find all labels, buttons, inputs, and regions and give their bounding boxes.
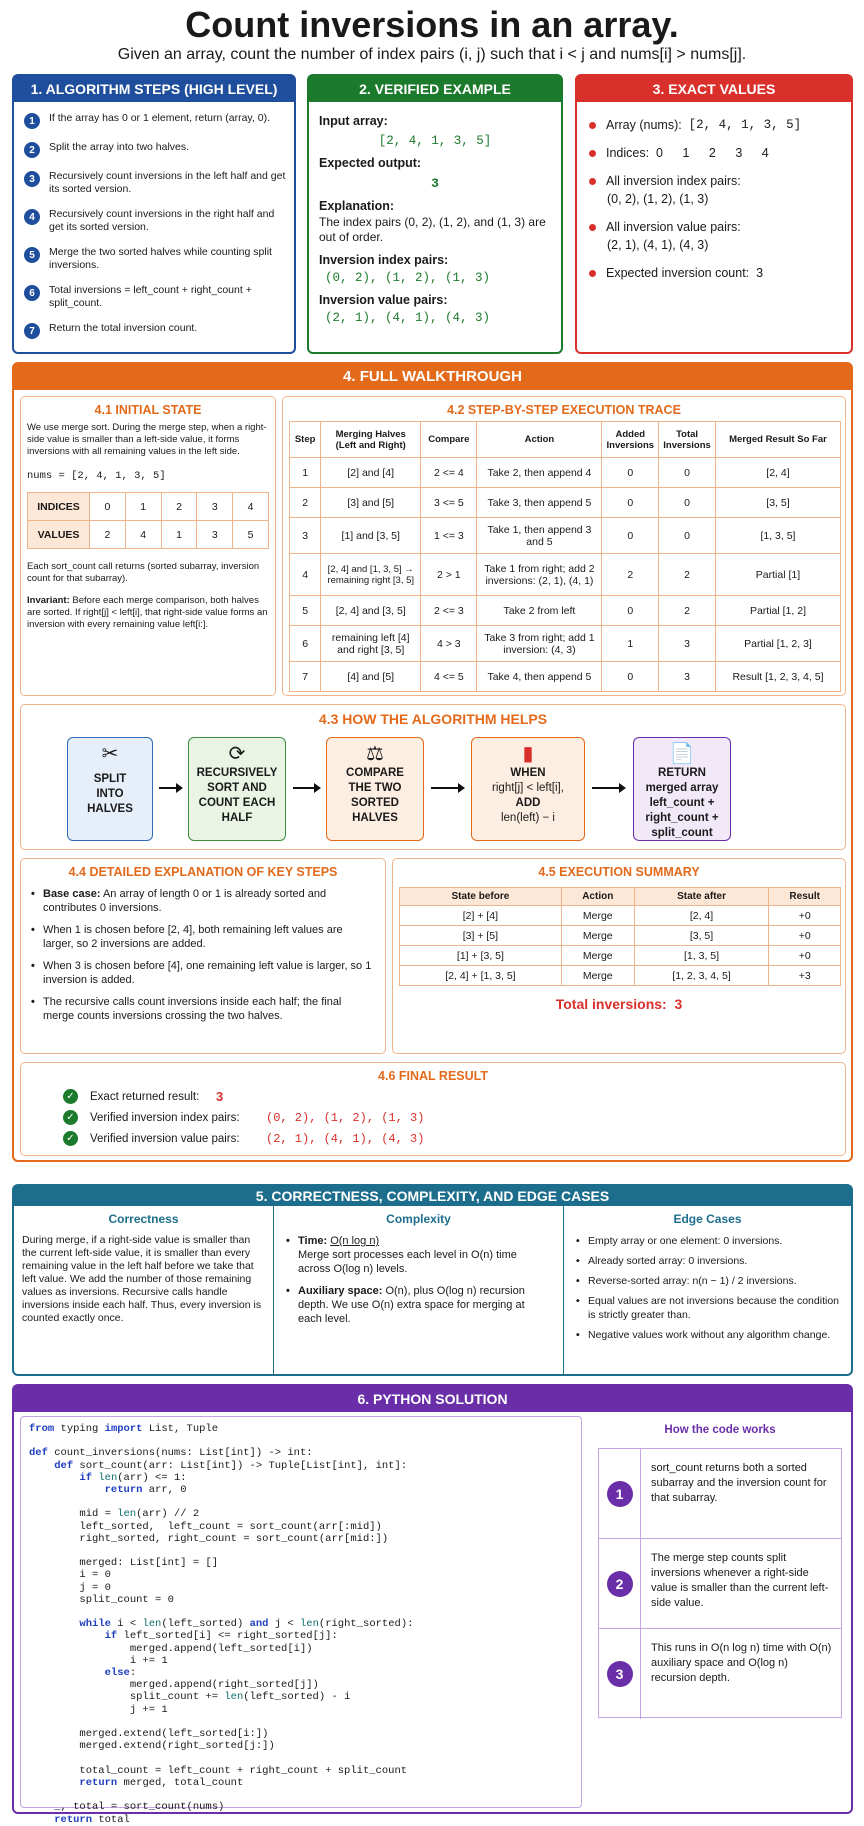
trace-row: [290, 596, 841, 626]
trace-cell: 4 > 3: [421, 626, 477, 662]
code-line: merged: List[int] = []: [29, 1557, 219, 1570]
edge-case-item: • Reverse-sorted array: n(n − 1) / 2 inversions.: [576, 1275, 797, 1287]
note-text: sort_count returns both a sorted subarray and the inversion count for that subarray.: [651, 1462, 827, 1504]
correctness-header: 5. CORRECTNESS, COMPLEXITY, AND EDGE CASES: [14, 1186, 851, 1206]
flow-arrow: [431, 787, 463, 789]
execution-trace-header: 4.2 STEP-BY-STEP EXECUTION TRACE: [447, 403, 681, 417]
step-text: Recursively count inversions in the right half and get its sorted version.: [49, 208, 275, 233]
code-line: j += 1: [29, 1703, 168, 1716]
input-value: [2, 4, 1, 3, 5]: [378, 134, 492, 148]
trace-cell: 3: [659, 626, 716, 662]
summary-col-header: Result: [769, 888, 841, 906]
value-pairs-row: All inversion value pairs:: [589, 220, 841, 234]
trace-cell: [4] and [5]: [321, 662, 421, 692]
summary-cell: +3: [769, 966, 841, 986]
summary-cell: +0: [769, 946, 841, 966]
summary-cell: [2, 4]: [634, 906, 769, 926]
summary-col-header: State after: [634, 888, 769, 906]
trace-cell: 2: [659, 554, 716, 596]
index-cell: 0: [90, 493, 126, 521]
step-text: Split the array into two halves.: [49, 141, 190, 153]
code-line: merged.append(right_sorted[j]): [29, 1679, 319, 1692]
trace-cell: [1, 3, 5]: [715, 518, 840, 554]
summary-cell: +0: [769, 926, 841, 946]
result-row: ✓ Verified inversion index pairs: (0, 2), (1, 2), (1, 3): [63, 1110, 845, 1125]
code-line: while i < len(left_sorted) and j < len(right_sorted):: [79, 1618, 414, 1631]
trace-cell: 0: [602, 518, 659, 554]
time-item: • Time: O(n log n) Merge sort processes each level in O(n) time across O(log n) levels.: [286, 1235, 517, 1275]
code-line: split_count = 0: [29, 1593, 174, 1606]
trace-cell: 6: [290, 626, 321, 662]
trace-row: [290, 662, 841, 692]
refresh-icon: ⟳: [228, 743, 246, 765]
step-text: If the array has 0 or 1 element, return (array, 0).: [49, 112, 270, 124]
edge-case-item: • Already sorted array: 0 inversions.: [576, 1255, 748, 1267]
trace-cell: 1: [602, 626, 659, 662]
code-block: [29, 1423, 573, 1826]
trace-cell: 0: [602, 662, 659, 692]
explanation-label: Explanation:: [319, 199, 395, 213]
initial-state-panel: [20, 396, 276, 696]
compare-halves-box: ⚖ COMPARE THE TWO SORTED HALVES: [326, 737, 424, 841]
trace-row: [290, 626, 841, 662]
summary-row: [400, 946, 841, 966]
trace-cell: 1: [290, 458, 321, 488]
index-cell: 2: [161, 493, 197, 521]
trace-cell: Take 2, then append 4: [477, 458, 602, 488]
bullet-item: • When 3 is chosen before [4], one remaining left value is larger, so 1 inversion is added.: [31, 960, 372, 986]
trace-cell: 0: [659, 488, 716, 518]
code-line: if len(arr) <= 1:: [79, 1471, 187, 1484]
total-inversions: Total inversions: 3: [555, 996, 683, 1012]
summary-cell: Merge: [561, 966, 634, 986]
algorithm-step: [24, 284, 286, 310]
scissors-icon: ✂: [101, 743, 119, 765]
key-steps-header: 4.4 DETAILED EXPLANATION OF KEY STEPS: [68, 865, 338, 879]
code-line: from typing import List, Tuple: [29, 1423, 219, 1435]
algorithm-step: [24, 141, 286, 158]
full-walkthrough-card: [12, 362, 853, 1162]
exact-values-header: 3. EXACT VALUES: [577, 76, 851, 102]
algorithm-steps-header: 1. ALGORITHM STEPS (HIGH LEVEL): [14, 76, 294, 102]
trace-cell: Partial [1, 2, 3]: [715, 626, 840, 662]
trace-cell: Take 3, then append 5: [477, 488, 602, 518]
complexity-column: [274, 1206, 564, 1376]
correctness-column: [14, 1206, 274, 1376]
summary-col-header: State before: [400, 888, 562, 906]
edge-case-item: • Negative values work without any algorithm change.: [576, 1329, 831, 1341]
summary-cell: [2] + [4]: [400, 906, 562, 926]
how-it-helps-header: 4.3 HOW THE ALGORITHM HELPS: [318, 711, 548, 727]
step-number: 6: [24, 285, 40, 301]
code-notes: [598, 1448, 842, 1718]
trace-cell: Take 4, then append 5: [477, 662, 602, 692]
bullet-item: • Base case: An array of length 0 or 1 is already sorted and contributes 0 inversions.: [31, 888, 327, 914]
trace-cell: 1 <= 3: [421, 518, 477, 554]
code-line: left_sorted, left_count = sort_count(arr[:mid]): [29, 1520, 382, 1533]
step-number: 7: [24, 323, 40, 339]
trace-cell: 4 <= 5: [421, 662, 477, 692]
value-pairs-label: Inversion value pairs:: [319, 293, 448, 307]
summary-cell: [3, 5]: [634, 926, 769, 946]
code-line: def sort_count(arr: List[int]) -> Tuple[List[int], int]:: [54, 1459, 408, 1472]
how-code-works-title: How the code works: [664, 1424, 776, 1436]
trace-cell: [1] and [3, 5]: [321, 518, 421, 554]
code-line: mid = len(arr) // 2: [29, 1508, 200, 1521]
note-number: 2: [607, 1571, 633, 1597]
trace-col-header: Compare: [421, 422, 477, 458]
how-it-helps-panel: [20, 704, 846, 850]
index-pairs-value: (0, 2), (1, 2), (1, 3): [607, 192, 709, 206]
verified-example-header: 2. VERIFIED EXAMPLE: [309, 76, 561, 102]
document-icon: 📄: [669, 743, 695, 765]
value-cell: 2: [90, 521, 126, 549]
trace-cell: [2, 4] and [3, 5]: [321, 596, 421, 626]
index-pairs-label: Inversion index pairs:: [319, 253, 449, 267]
step-text: Return the total inversion count.: [49, 322, 198, 334]
trace-cell: 7: [290, 662, 321, 692]
trace-col-header: Merging Halves (Left and Right): [321, 422, 421, 458]
scale-icon: ⚖: [366, 743, 384, 765]
note-text: This runs in O(n log n) time with O(n) auxiliary space and O(log n) recursion depth.: [651, 1642, 832, 1684]
correctness-title: Correctness: [108, 1212, 179, 1226]
step-number: 4: [24, 209, 40, 225]
code-note: [599, 1539, 841, 1629]
step-number: 2: [24, 142, 40, 158]
value-cell: 5: [233, 521, 269, 549]
page-title: Count inversions in an array.: [185, 4, 679, 45]
execution-trace-panel: [282, 396, 846, 696]
code-note: [599, 1629, 841, 1719]
edge-case-item: • Equal values are not inversions because the condition is strictly greater than.: [576, 1295, 839, 1321]
trace-cell: Partial [1]: [715, 554, 840, 596]
return-box: 📄 RETURN merged array left_count + right_count + split_count: [633, 737, 731, 841]
output-label: Expected output:: [319, 156, 422, 170]
flow-arrow: [293, 787, 319, 789]
key-steps-panel: [20, 858, 386, 1054]
value-pairs-value: (2, 1), (4, 1), (4, 3): [325, 311, 491, 325]
summary-cell: [2, 4] + [1, 3, 5]: [400, 966, 562, 986]
summary-row: [400, 966, 841, 986]
code-line: j = 0: [29, 1581, 111, 1594]
input-label: Input array:: [319, 114, 388, 128]
trace-cell: 0: [602, 596, 659, 626]
bullet-item: • The recursive calls count inversions inside each half; the final merge counts inversions crossing the two halves.: [31, 996, 342, 1022]
summary-cell: +0: [769, 906, 841, 926]
trace-row: [290, 458, 841, 488]
complexity-title: Complexity: [386, 1212, 451, 1226]
index-pairs-row: All inversion index pairs:: [589, 174, 841, 188]
code-line: return total: [54, 1813, 130, 1826]
trace-col-header: Total Inversions: [659, 422, 716, 458]
explanation-text: The index pairs (0, 2), (1, 2), and (1, 3) are out of order.: [319, 215, 546, 244]
result-row: ✓ Exact returned result: 3: [63, 1089, 845, 1104]
algorithm-step: [24, 112, 286, 129]
trace-cell: 2 > 1: [421, 554, 477, 596]
python-solution-card: [12, 1384, 853, 1826]
recursive-sort-box: ⟳ RECURSIVELY SORT AND COUNT EACH HALF: [188, 737, 286, 841]
trace-cell: [2, 4] and [1, 3, 5] → remaining right [3, 5]: [321, 554, 421, 596]
bullet-item: • When 1 is chosen before [2, 4], both remaining left values are larger, so 2 inversions are added.: [31, 924, 343, 950]
code-line: def count_inversions(nums: List[int]) -> int:: [29, 1447, 313, 1460]
algorithm-step: [24, 322, 286, 339]
algorithm-step: [24, 208, 286, 234]
summary-cell: [3] + [5]: [400, 926, 562, 946]
result-row: ✓ Verified inversion value pairs: (2, 1), (4, 1), (4, 3): [63, 1131, 845, 1146]
algorithm-steps-card: [12, 74, 296, 354]
algorithm-step: [24, 170, 286, 196]
edge-cases-column: [564, 1206, 851, 1376]
trace-cell: 0: [602, 458, 659, 488]
summary-cell: [1, 3, 5]: [634, 946, 769, 966]
check-icon: ✓: [63, 1110, 78, 1125]
indices-row: Indices: 0 1 2 3 4: [589, 146, 841, 160]
execution-summary-header: 4.5 EXECUTION SUMMARY: [538, 865, 700, 879]
final-result-panel: [20, 1062, 846, 1156]
note-number: 1: [607, 1481, 633, 1507]
final-result-header: 4.6 FINAL RESULT: [378, 1069, 488, 1083]
summary-cell: Merge: [561, 946, 634, 966]
summary-col-header: Action: [561, 888, 634, 906]
flow-arrow: [592, 787, 624, 789]
initial-state-intro: We use merge sort. During the merge step, when a right-side value is smaller than a left-side value, it forms inversions with all remaining values in the left side.: [27, 422, 267, 457]
trace-cell: Take 1, then append 3 and 5: [477, 518, 602, 554]
algorithm-steps-list: [14, 102, 294, 339]
trace-cell: 5: [290, 596, 321, 626]
trace-cell: [3, 5]: [715, 488, 840, 518]
edge-cases-title: Edge Cases: [673, 1212, 742, 1226]
summary-cell: [1, 2, 3, 4, 5]: [634, 966, 769, 986]
code-line: total_count = left_count + right_count + split_count: [29, 1764, 408, 1777]
check-icon: ✓: [63, 1131, 78, 1146]
algorithm-step: [24, 246, 286, 272]
trace-row: [290, 488, 841, 518]
check-icon: ✓: [63, 1089, 78, 1104]
flow-arrow: [159, 787, 181, 789]
summary-cell: Merge: [561, 906, 634, 926]
bar-chart-icon: ▮: [522, 743, 534, 765]
trace-cell: 0: [602, 488, 659, 518]
trace-cell: 2 <= 3: [421, 596, 477, 626]
step-number: 5: [24, 247, 40, 263]
index-cell: 1: [125, 493, 161, 521]
step-number: 3: [24, 171, 40, 187]
trace-row: [290, 518, 841, 554]
full-walkthrough-header: 4. FULL WALKTHROUGH: [14, 364, 851, 390]
initial-state-header: 4.1 INITIAL STATE: [94, 403, 202, 417]
trace-cell: 3: [290, 518, 321, 554]
code-line: i += 1: [29, 1654, 168, 1667]
code-line: merged.extend(left_sorted[i:]): [29, 1728, 269, 1741]
code-panel: [20, 1416, 582, 1826]
trace-cell: 0: [659, 458, 716, 488]
invariant-note: Invariant: Before each merge comparison, both halves are sorted. If right[j] < left[i], that right-side value forms an inversion with every remaining value left[i:].: [27, 595, 268, 630]
trace-row: [290, 554, 841, 596]
value-cell: 1: [161, 521, 197, 549]
note-number: 3: [607, 1661, 633, 1687]
step-text: Total inversions = left_count + right_count + split_count.: [49, 284, 252, 309]
trace-col-header: Step: [290, 422, 321, 458]
summary-row: [400, 906, 841, 926]
verified-example-card: [307, 74, 563, 354]
execution-summary-table: [399, 887, 841, 986]
index-cell: 4: [233, 493, 269, 521]
trace-cell: 2: [290, 488, 321, 518]
page-subtitle: Given an array, count the number of index pairs (i, j) such that i < j and nums[i] > nums[j].: [117, 46, 747, 63]
trace-cell: Take 3 from right; add 1 inversion: (4, 3): [477, 626, 602, 662]
code-line: right_sorted, right_count = sort_count(arr[mid:]): [29, 1532, 389, 1545]
trace-cell: 4: [290, 554, 321, 596]
value-cell: 4: [125, 521, 161, 549]
execution-trace-table: [289, 421, 841, 692]
space-item: • Auxiliary space: O(n), plus O(log n) recursion depth. We use O(n) extra space for merging at each level.: [286, 1285, 525, 1325]
step-text: Recursively count inversions in the left half and get its sorted version.: [49, 170, 286, 195]
indices-header: INDICES: [28, 493, 90, 521]
trace-cell: [2] and [4]: [321, 458, 421, 488]
index-value-table: [27, 492, 269, 549]
trace-cell: Take 1 from right; add 2 inversions: (2, 1), (4, 1): [477, 554, 602, 596]
add-inversions-box: ▮ WHEN right[j] < left[i], ADD len(left) − i: [471, 737, 585, 841]
trace-cell: 0: [659, 518, 716, 554]
correctness-text: During merge, if a right-side value is smaller than the current left-side value, it is smaller than every remaining value in the left half before we take that left value. We add the number of those remaining values as inversions. Recursive calls handle inversions inside each half. Thus, every inversion is counted exactly once.: [22, 1234, 262, 1324]
trace-cell: Result [1, 2, 3, 4, 5]: [715, 662, 840, 692]
value-cell: 3: [197, 521, 233, 549]
trace-cell: 2: [659, 596, 716, 626]
code-line: split_count += len(left_sorted) - i: [29, 1691, 351, 1704]
execution-summary-panel: [392, 858, 846, 1054]
summary-cell: Merge: [561, 926, 634, 946]
trace-col-header: Merged Result So Far: [715, 422, 840, 458]
output-value: 3: [431, 176, 439, 191]
sort-count-note: Each sort_count call returns (sorted subarray, inversion count for that subarray).: [27, 561, 260, 584]
summary-cell: [1] + [3, 5]: [400, 946, 562, 966]
code-line: merged.extend(right_sorted[j:]): [29, 1740, 275, 1753]
trace-cell: 3 <= 5: [421, 488, 477, 518]
summary-row: [400, 926, 841, 946]
code-line: return merged, total_count: [79, 1776, 244, 1789]
index-cell: 3: [197, 493, 233, 521]
code-line: if left_sorted[i] <= right_sorted[j]:: [104, 1630, 338, 1643]
values-header: VALUES: [28, 521, 90, 549]
code-note: [599, 1449, 841, 1539]
trace-cell: remaining left [4] and right [3, 5]: [321, 626, 421, 662]
note-text: The merge step counts split inversions whenever a right-side value is smaller than the current left-side value.: [651, 1552, 829, 1609]
code-line: merged.append(left_sorted[i]): [29, 1642, 313, 1655]
split-halves-box: ✂ SPLIT INTO HALVES: [67, 737, 153, 841]
code-line: i = 0: [29, 1569, 111, 1582]
correctness-card: [12, 1184, 853, 1376]
trace-cell: Take 2 from left: [477, 596, 602, 626]
step-text: Merge the two sorted halves while counting split inversions.: [49, 246, 272, 271]
step-number: 1: [24, 113, 40, 129]
nums-line: nums = [2, 4, 1, 3, 5]: [27, 470, 166, 482]
trace-col-header: Added Inversions: [602, 422, 659, 458]
trace-cell: 2 <= 4: [421, 458, 477, 488]
exact-values-card: [575, 74, 853, 354]
edge-case-item: • Empty array or one element: 0 inversions.: [576, 1235, 783, 1247]
code-line: return arr, 0: [104, 1484, 187, 1497]
trace-cell: [3] and [5]: [321, 488, 421, 518]
array-row: Array (nums): [2, 4, 1, 3, 5]: [589, 118, 841, 132]
trace-cell: [2, 4]: [715, 458, 840, 488]
count-row: Expected inversion count: 3: [589, 266, 841, 280]
code-line: _, total = sort_count(nums): [29, 1801, 225, 1814]
index-pairs-value: (0, 2), (1, 2), (1, 3): [325, 271, 491, 285]
value-pairs-value: (2, 1), (4, 1), (4, 3): [607, 238, 709, 252]
trace-col-header: Action: [477, 422, 602, 458]
trace-cell: Partial [1, 2]: [715, 596, 840, 626]
code-line: else:: [104, 1667, 137, 1680]
trace-cell: 2: [602, 554, 659, 596]
trace-cell: 3: [659, 662, 716, 692]
python-solution-header: 6. PYTHON SOLUTION: [14, 1386, 851, 1412]
